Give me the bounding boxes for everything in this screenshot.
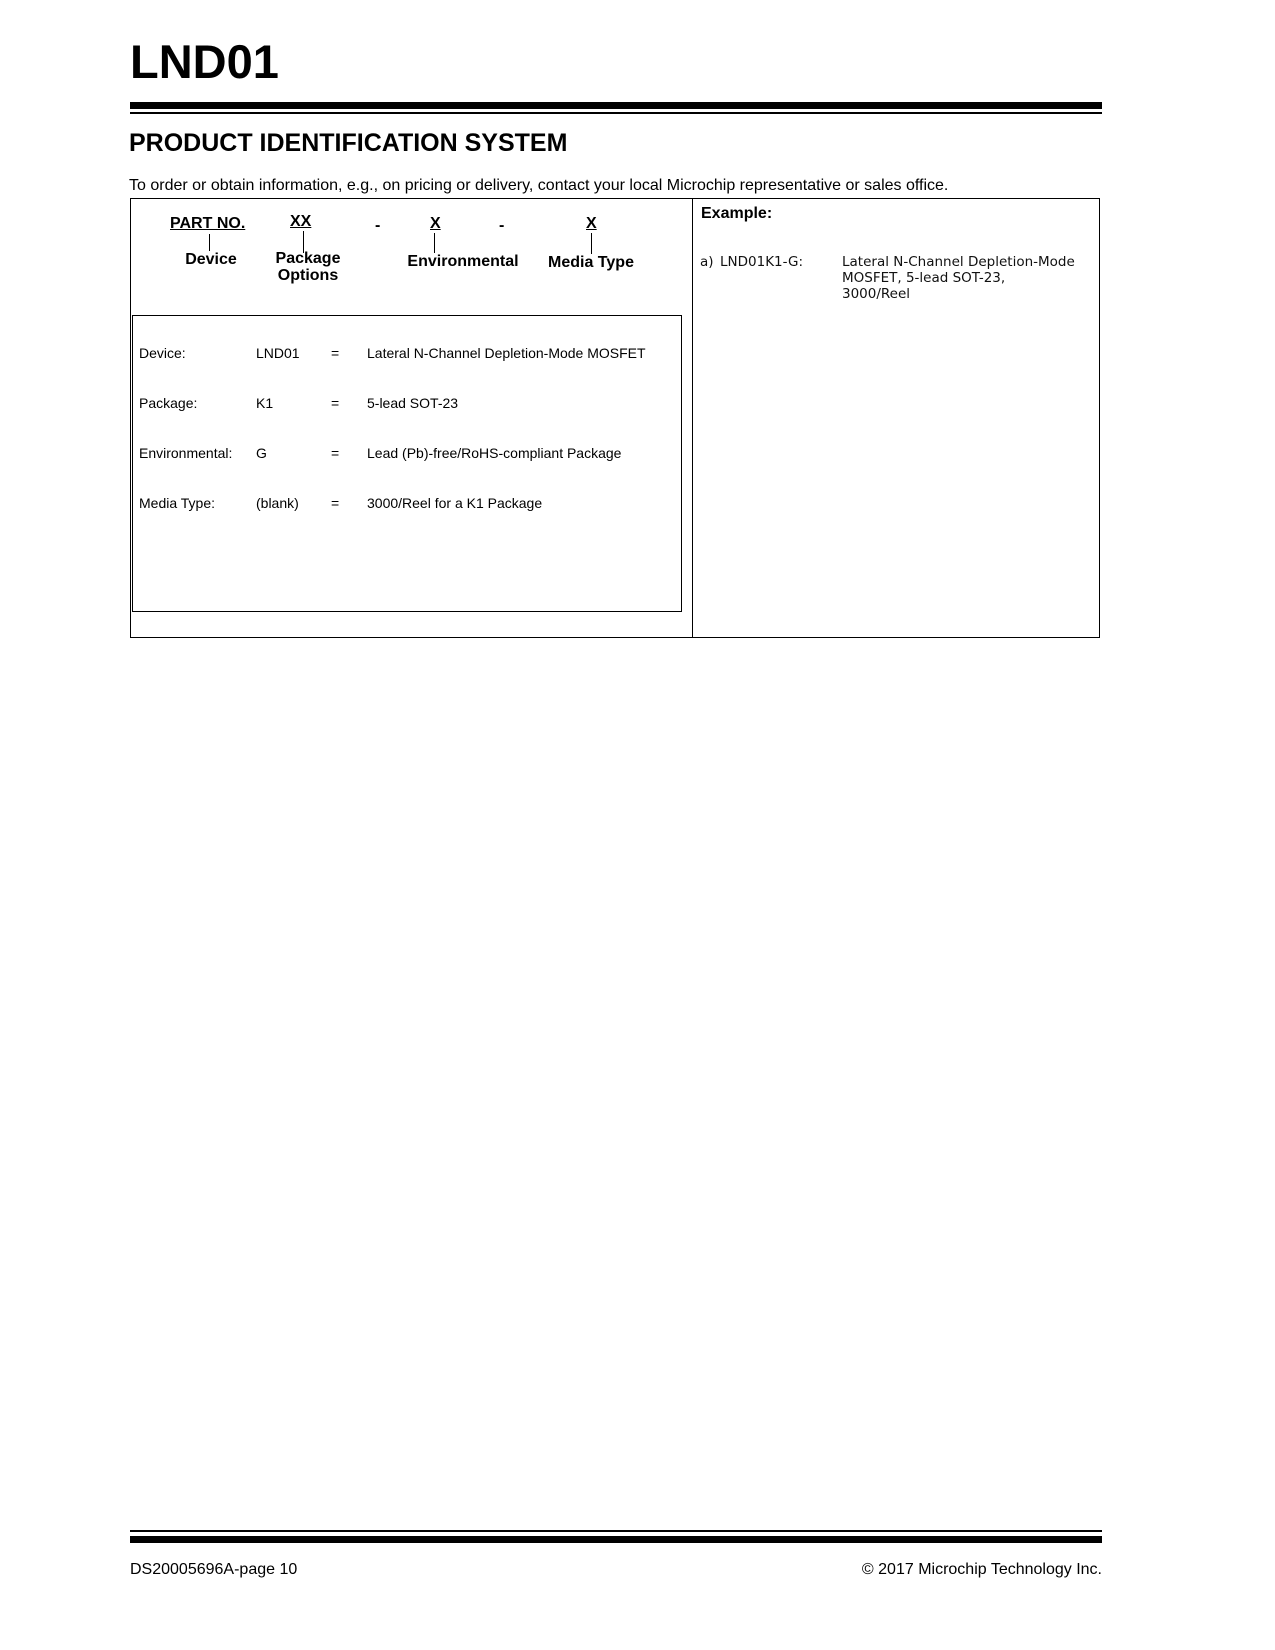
part-no-label: PART NO. [170,215,246,232]
environmental-code: X [430,215,441,232]
spec-code-device: LND01 [256,345,300,361]
spec-eq-device: = [331,345,340,361]
section-heading: PRODUCT IDENTIFICATION SYSTEM [129,129,568,157]
environmental-caption: Environmental [407,253,519,270]
part-dash-1: - [375,217,381,234]
example-description-line-1: Lateral N-Channel Depletion-Mode [842,254,1075,270]
document-title: LND01 [130,35,279,88]
spec-desc-package: 5-lead SOT-23 [367,395,459,411]
package-caption-line-2: Options [277,266,339,284]
example-part-number: LND01K1-G: [720,254,804,270]
environmental-tick [434,233,435,253]
media-type-tick [591,233,592,254]
spec-label-device: Device: [139,345,186,361]
media-type-caption: Media Type [548,254,634,271]
media-type-code: X [586,215,597,232]
spec-desc-device: Lateral N-Channel Depletion-Mode MOSFET [367,345,646,361]
spec-code-package: K1 [256,395,274,411]
spec-eq-media-type: = [331,495,340,511]
footer-page-id: DS20005696A-page 10 [130,1561,298,1578]
spec-eq-package: = [331,395,340,411]
footer-copyright: © 2017 Microchip Technology Inc. [861,1561,1102,1578]
spec-desc-media-type: 3000/Reel for a K1 Package [367,495,543,511]
box-divider [692,198,693,638]
package-code: XX [290,213,312,230]
footer-rule-thin [130,1530,1102,1532]
device-caption: Device [185,251,237,268]
intro-text: To order or obtain information, e.g., on pricing or delivery, contact your local Microchip representative or sales office. [129,177,949,194]
part-dash-2: - [499,217,505,234]
example-description-line-2: MOSFET, 5-lead SOT-23, [842,270,1006,286]
device-tick [209,234,210,251]
spec-code-media-type: (blank) [256,495,299,511]
example-heading: Example: [701,205,773,222]
example-description-line-3: 3000/Reel [842,286,911,302]
spec-label-package: Package: [139,395,198,411]
package-options-caption [268,251,348,285]
spec-desc-environmental: Lead (Pb)-free/RoHS-compliant Package [367,445,622,461]
header-rule-thick [130,102,1102,109]
spec-label-media-type: Media Type: [139,495,216,511]
spec-label-environmental: Environmental: [139,445,233,461]
spec-eq-environmental: = [331,445,340,461]
spec-code-environmental: G [256,445,267,461]
example-marker: a) [700,254,714,270]
footer-rule-thick [130,1536,1102,1543]
header-rule-thin [130,112,1102,114]
package-caption-line-1: Package [275,250,341,267]
